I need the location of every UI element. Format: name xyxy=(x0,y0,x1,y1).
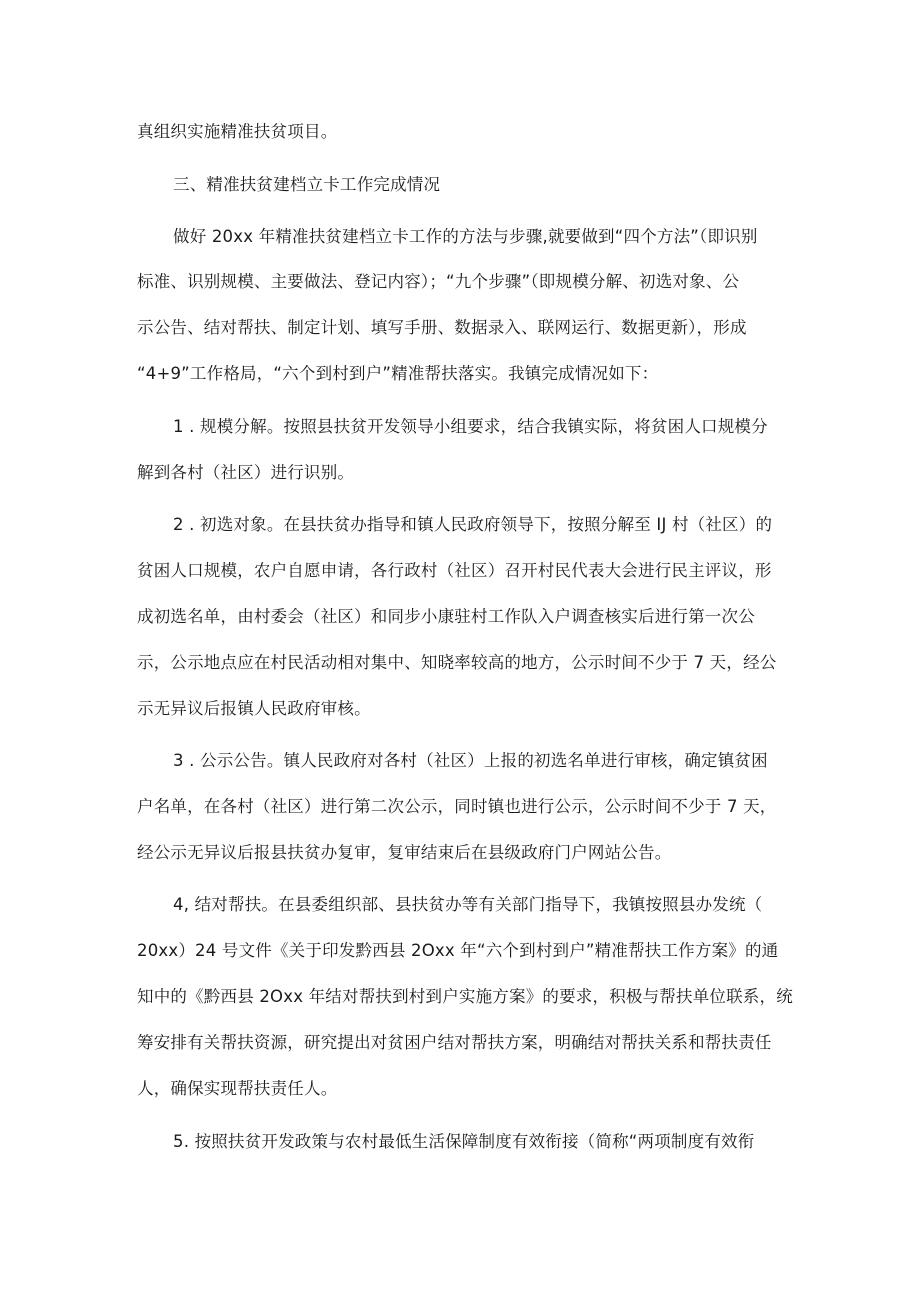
text-line: 做好 20xx 年精准扶贫建档立卡工作的方法与步骤,就要做到“四个方法”（即识别 xyxy=(173,227,758,246)
text-line: 真组织实施精准扶贫项目。 xyxy=(137,122,338,141)
text-line: 筹安排有关帮扶资源，研究提出对贫困户结对帮扶方案，明确结对帮扶关系和帮扶责任 xyxy=(137,1033,772,1052)
list-item-1: 1 . 规模分解。按照县扶贫开发领导小组要求，结合我镇实际，将贫困人口规模分 xyxy=(173,417,768,436)
text-line: 经公示无异议后报县扶贫办复审，复审结束后在县级政府门户网站公告。 xyxy=(137,843,672,862)
text-line: 解到各村（社区）进行识别。 xyxy=(137,463,355,482)
text-line: 贫困人口规模，农户自愿申请，各行政村（社区）召开村民代表大会进行民主评议，形 xyxy=(137,561,772,580)
text-line: “4+9”工作格局，“六个到村到户”精准帮扶落实。我镇完成情况如下： xyxy=(137,364,659,383)
text-line: 成初选名单，由村委会（社区）和同步小康驻村工作队入户调查核实后进行第一次公 xyxy=(137,607,755,626)
text-line: 知中的《黔西县 2Oxx 年结对帮扶到村到户实施方案》的要求，积极与帮扶单位联系，统 xyxy=(137,987,793,1006)
text-line: 示，公示地点应在村民活动相对集中、知晓率较高的地方，公示时间不少于 7 天，经公 xyxy=(137,653,777,672)
list-item-3: 3 . 公示公告。镇人民政府对各村（社区）上报的初选名单进行审核，确定镇贫困 xyxy=(173,751,768,770)
list-item-4: 4, 结对帮扶。在县委组织部、县扶贫办等有关部门指导下，我镇按照县办发统（ xyxy=(173,895,763,914)
text-line: 标准、识别规模、主要做法、登记内容）；“九个步骤”（即规模分解、初选对象、公 xyxy=(137,272,740,291)
list-item-2: 2 . 初选对象。在县扶贫办指导和镇人民政府领导下，按照分解至 IJ 村（社区）的 xyxy=(173,515,773,534)
list-item-5: 5. 按照扶贫开发政策与农村最低生活保障制度有效衔接（简称“两项制度有效衔 xyxy=(173,1132,755,1151)
section-heading: 三、精准扶贫建档立卡工作完成情况 xyxy=(173,175,441,194)
text-line: 人，确保实现帮扶责任人。 xyxy=(137,1079,338,1098)
text-line: 户名单，在各村（社区）进行第二次公示，同时镇也进行公示，公示时间不少于 7 天， xyxy=(137,797,777,816)
text-line: 示无异议后报镇人民政府审核。 xyxy=(137,699,371,718)
text-line: 示公告、结对帮扶、制定计划、填写手册、数据录入、联网运行、数据更新），形成 xyxy=(137,318,747,337)
text-line: 20xx）24 号文件《关于印发黔西县 2Oxx 年“六个到村到户”精准帮扶工作方案》的通 xyxy=(137,941,779,960)
